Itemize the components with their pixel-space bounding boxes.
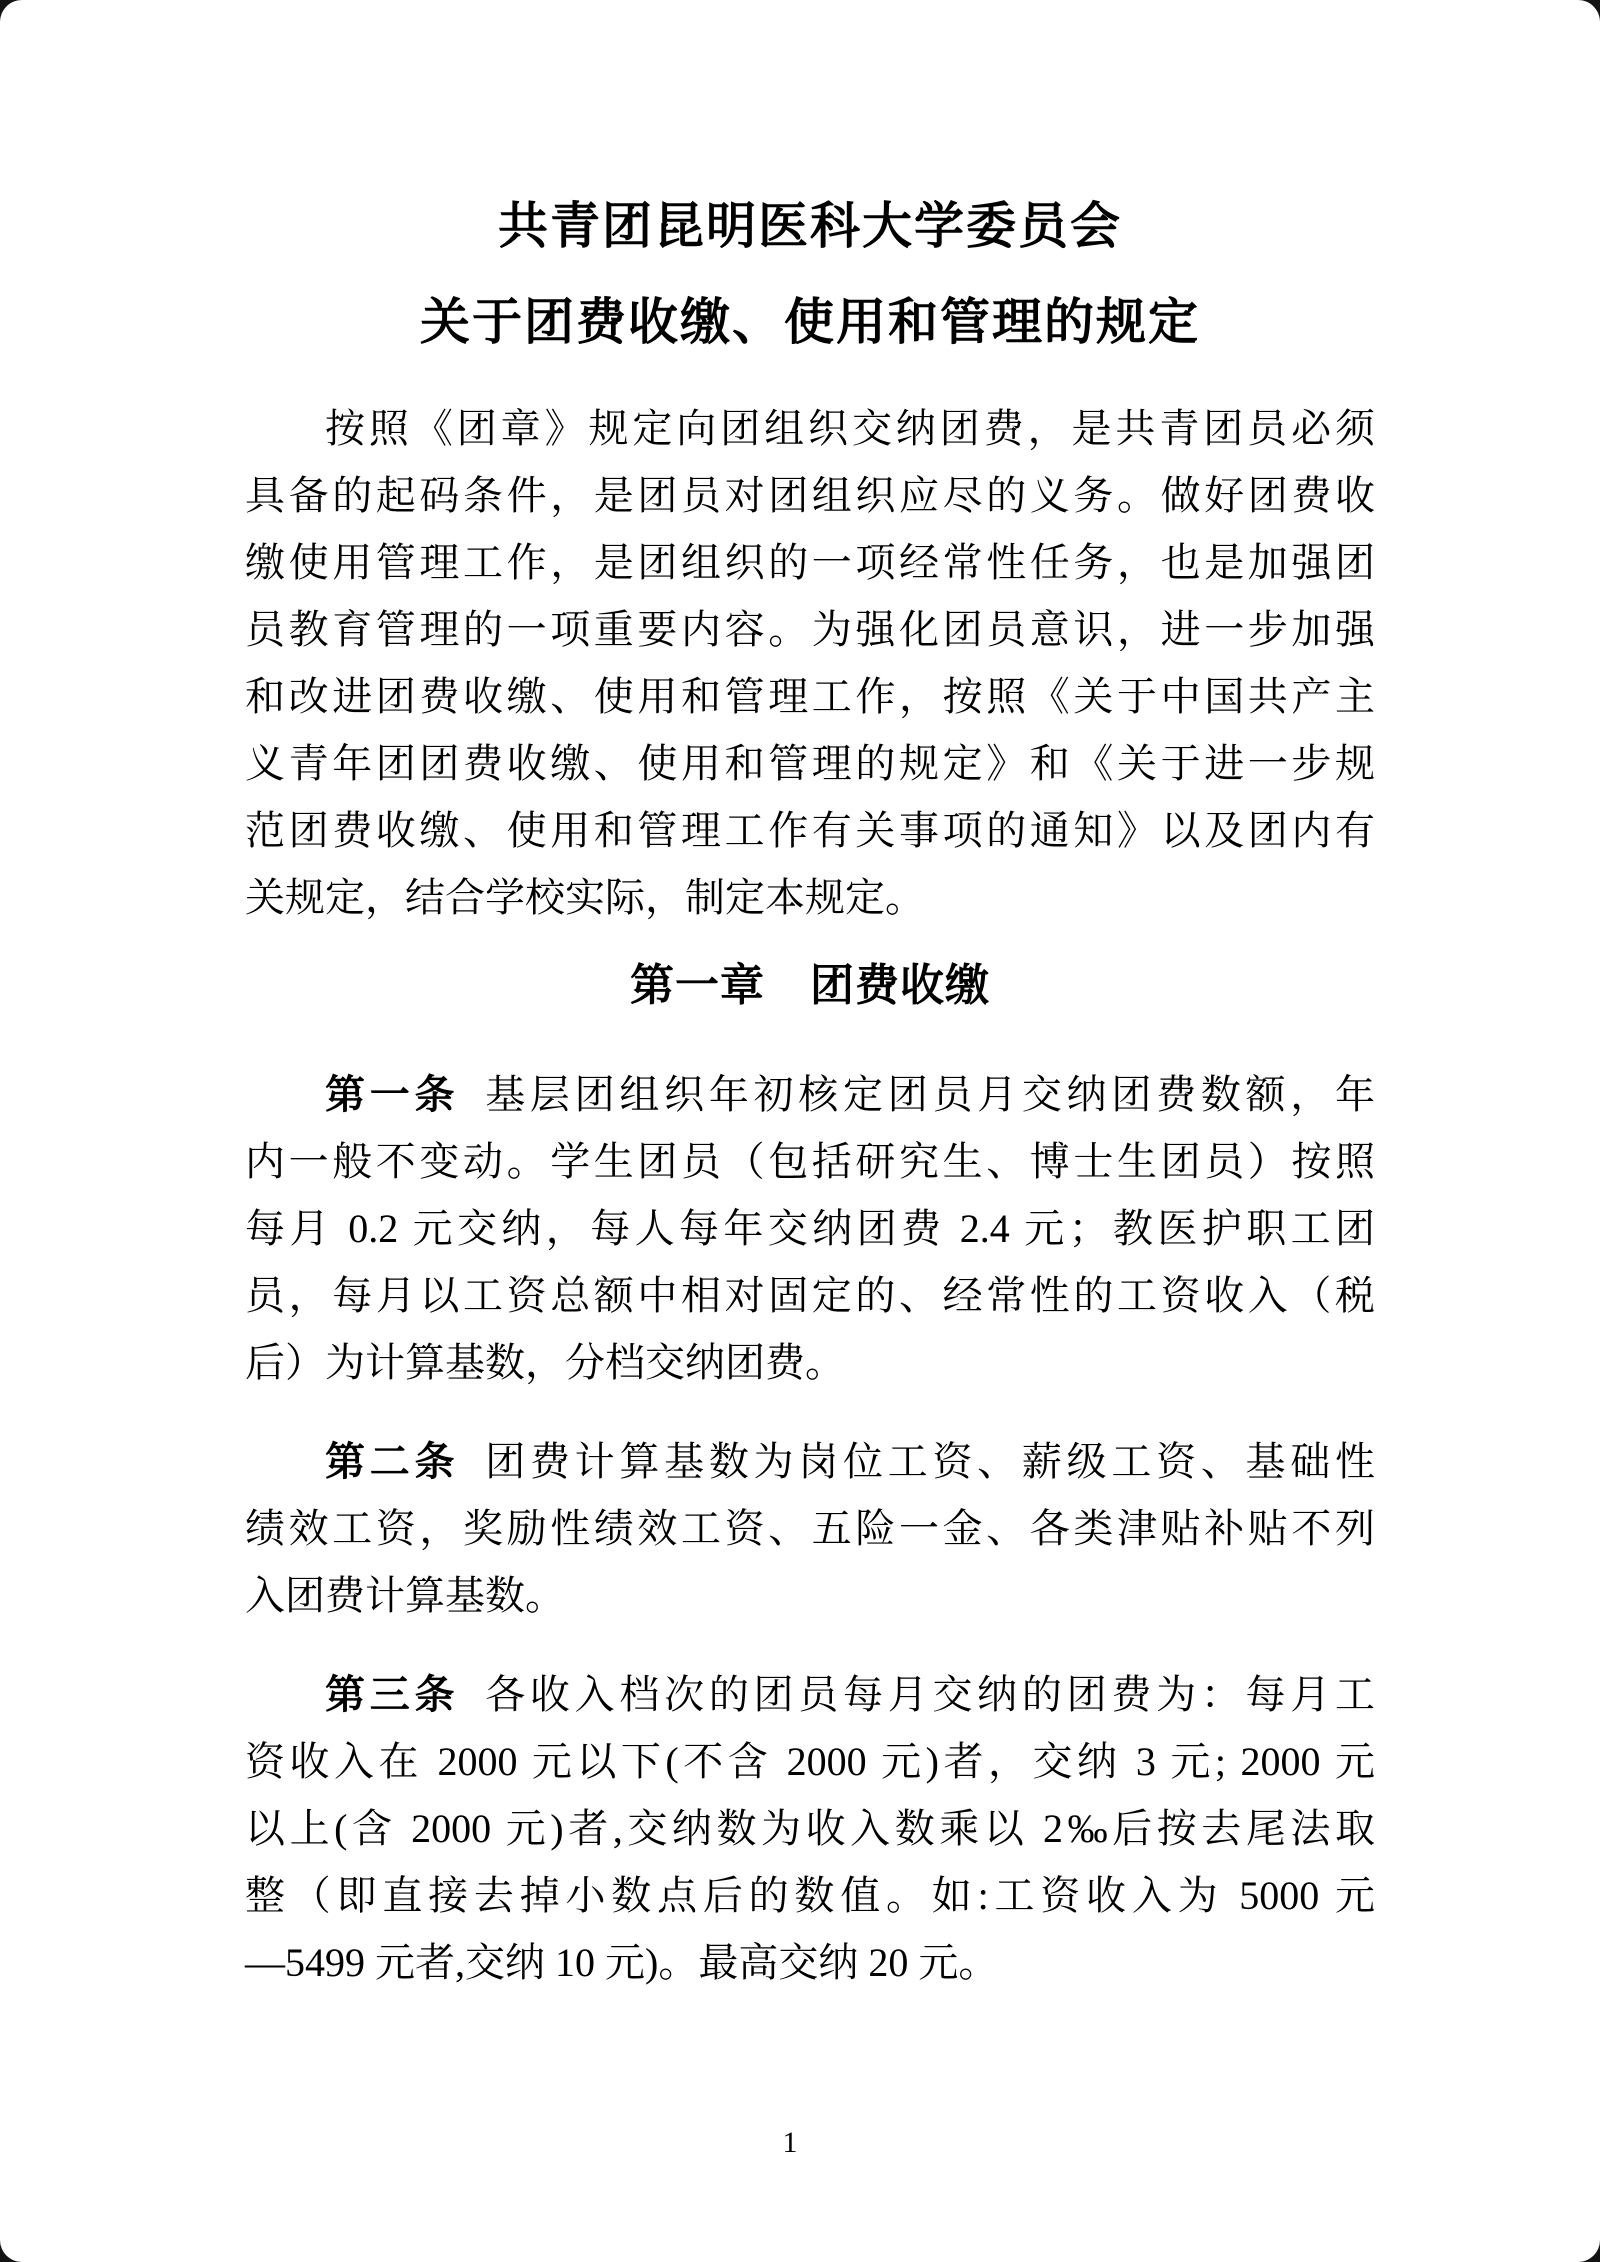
doc-title-line2: 关于团费收缴、使用和管理的规定 (420, 294, 1200, 350)
text-line: 第二条 团费计算基数为岗位工资、薪级工资、基础性 (325, 1439, 1376, 1484)
text-line: 义青年团团费收缴、使用和管理的规定》和《关于进一步规 (245, 741, 1375, 786)
text-line: 入团费计算基数。 (245, 1573, 565, 1618)
text-line: 整（即直接去掉小数点后的数值。如:工资收入为 5000 元 (245, 1873, 1375, 1918)
text-line: 第三条 各收入档次的团员每月交纳的团费为：每月工 (325, 1672, 1376, 1717)
text-line: 范团费收缴、使用和管理工作有关事项的通知》以及团内有 (245, 808, 1375, 853)
text-line: 资收入在 2000 元以下(不含 2000 元)者，交纳 3 元; 2000 元 (245, 1739, 1375, 1784)
article-label: 第一条 (325, 1073, 460, 1117)
text-line: 按照《团章》规定向团组织交纳团费，是共青团员必须 (325, 406, 1375, 451)
doc-title-line1: 共青团昆明医科大学委员会 (498, 198, 1122, 254)
text-line: 缴使用管理工作，是团组织的一项经常性任务，也是加强团 (245, 540, 1375, 585)
text-line: 员，每月以工资总额中相对固定的、经常性的工资收入（税 (245, 1273, 1375, 1318)
text-line: 第一条 基层团组织年初核定团员月交纳团费数额，年 (325, 1072, 1376, 1117)
text-line: 绩效工资，奖励性绩效工资、五险一金、各类津贴补贴不列 (245, 1506, 1375, 1551)
intro-paragraph (245, 395, 1375, 931)
article-1 (245, 1061, 1375, 1396)
article-label: 第二条 (325, 1440, 460, 1484)
text-line: 员教育管理的一项重要内容。为强化团员意识，进一步加强 (245, 607, 1375, 652)
text-line: 内一般不变动。学生团员（包括研究生、博士生团员）按照 (245, 1139, 1375, 1184)
text-line: 后）为计算基数，分档交纳团费。 (245, 1340, 845, 1385)
chapter-heading: 第一章 团费收缴 (630, 961, 990, 1010)
text-line: 和改进团费收缴、使用和管理工作，按照《关于中国共产主 (245, 674, 1375, 719)
text-line: 关规定，结合学校实际，制定本规定。 (245, 875, 925, 920)
article-2 (245, 1428, 1375, 1629)
text-line: 以上(含 2000 元)者,交纳数为收入数乘以 2‰后按去尾法取 (245, 1806, 1375, 1851)
page-number: 1 (782, 2126, 798, 2159)
article-label: 第三条 (325, 1673, 460, 1717)
article-3 (245, 1661, 1375, 1996)
text-line: 每月 0.2 元交纳，每人每年交纳团费 2.4 元；教医护职工团 (245, 1206, 1375, 1251)
text-line: 具备的起码条件，是团员对团组织应尽的义务。做好团费收 (245, 473, 1375, 518)
text-line: —5499 元者,交纳 10 元)。最高交纳 20 元。 (245, 1940, 999, 1985)
